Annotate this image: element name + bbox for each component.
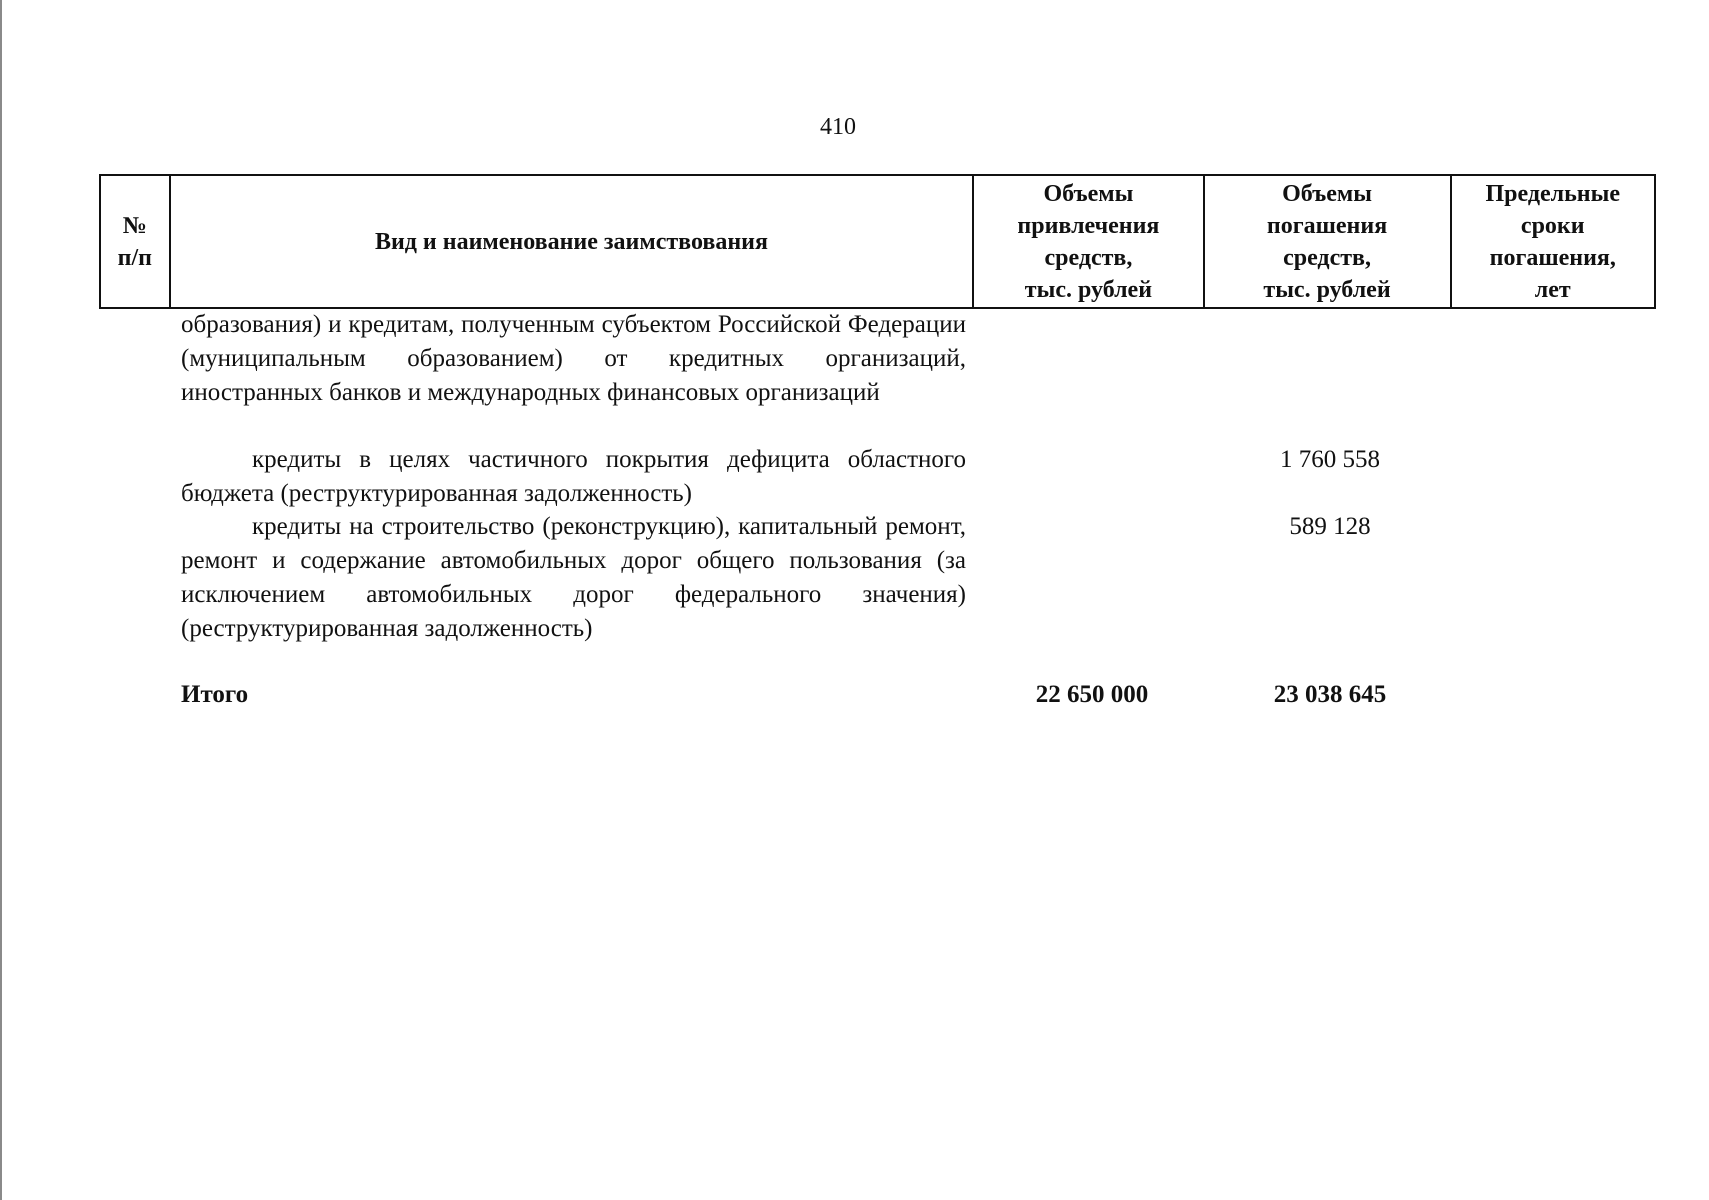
page-edge — [0, 0, 2, 1200]
header-attraction-volume: Объемы привлечения средств, тыс. рублей — [973, 175, 1203, 308]
total-attraction: 22 650 000 — [1035, 681, 1149, 708]
row-text-road-credits: кредиты на строительство (реконструкцию), капитальный ремонт, ремонт и содержание автомобильных дорог общего пользования (за исключением автомобильных дорог федерального значения) (реструктурированная задолженность) — [181, 513, 966, 642]
row-text-continuation: образования) и кредитам, полученным субъектом Российской Федерации (муниципальным образованием) от кредитных организаций, иностранных банков и международных финансовых организаций — [181, 311, 966, 406]
header-repayment-volume: Объемы погашения средств, тыс. рублей — [1204, 175, 1451, 308]
header-number: № п/п — [100, 175, 170, 308]
repayment-deficit-credits: 1 760 558 — [1280, 446, 1380, 473]
header-repayment-terms: Предельные сроки погашения, лет — [1451, 175, 1655, 308]
page-number: 410 — [820, 114, 856, 140]
repayment-road-credits: 589 128 — [1289, 513, 1371, 540]
row-text-deficit-credits: кредиты в целях частичного покрытия дефицита областного бюджета (реструктурированная задолженность) — [181, 446, 966, 507]
table-header — [99, 174, 1656, 309]
header-borrowing-type: Вид и наименование заимствования — [170, 175, 974, 308]
total-repayment: 23 038 645 — [1273, 681, 1387, 708]
total-label: Итого — [181, 681, 249, 708]
